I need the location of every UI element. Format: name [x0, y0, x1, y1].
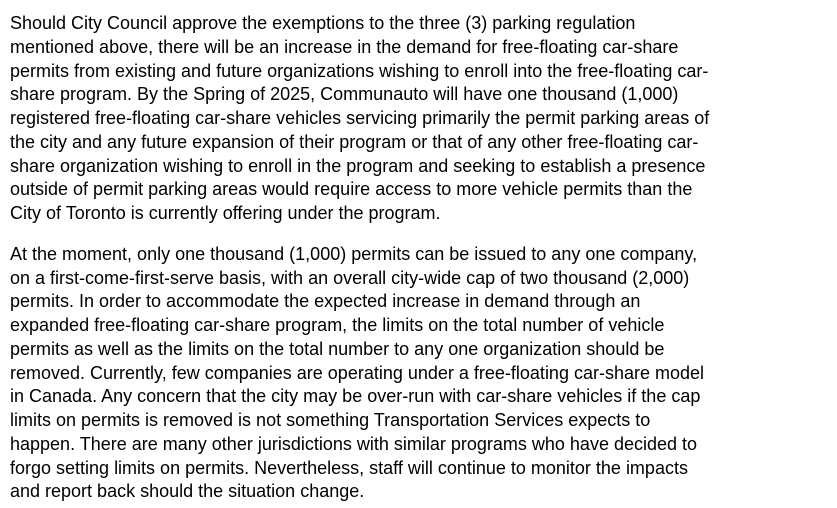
text-line: forgo setting limits on permits. Nevertheless, staff will continue to monitor the impacts [10, 457, 688, 478]
text-line: permits as well as the limits on the total number to any one organization should be [10, 338, 665, 359]
text-line: share program. By the Spring of 2025, Communauto will have one thousand (1,000) [10, 84, 679, 105]
text-line: limits on permits is removed is not something Transportation Services expects to [10, 410, 651, 430]
text-line: happen. There are many other jurisdictions with similar programs who have decided to [10, 433, 698, 454]
text-line: and report back should the situation change. [10, 481, 365, 502]
text-line: At the moment, only one thousand (1,000) permits can be issued to any one company, [10, 243, 698, 264]
text-line: expanded free-floating car-share program, the limits on the total number of vehicle [10, 315, 665, 335]
text-line: share organization wishing to enroll in the program and seeking to establish a presence [10, 155, 706, 176]
text-line: permits from existing and future organizations wishing to enroll into the free-floating car- [10, 60, 709, 81]
paragraph-permit-limits [10, 243, 833, 504]
text-line: the city and any future expansion of their program or that of any other free-floating car- [10, 131, 699, 152]
text-line: registered free-floating car-share vehicles servicing primarily the permit parking areas of [10, 108, 710, 128]
text-line: permits. In order to accommodate the expected increase in demand through an [10, 291, 641, 312]
text-line: removed. Currently, few companies are operating under a free-floating car-share model [10, 362, 705, 383]
text-line: in Canada. Any concern that the city may be over-run with car-share vehicles if the cap [10, 386, 701, 407]
text-line: Should City Council approve the exemptions to the three (3) parking regulation [10, 13, 636, 33]
text-line: City of Toronto is currently offering under the program. [10, 203, 441, 223]
paragraph-demand-increase [10, 12, 833, 226]
text-line: mentioned above, there will be an increase in the demand for free-floating car-share [10, 36, 679, 57]
text-line: on a first-come-first-serve basis, with an overall city-wide cap of two thousand (2,000) [10, 267, 690, 288]
text-line: outside of permit parking areas would require access to more vehicle permits than the [10, 179, 693, 200]
